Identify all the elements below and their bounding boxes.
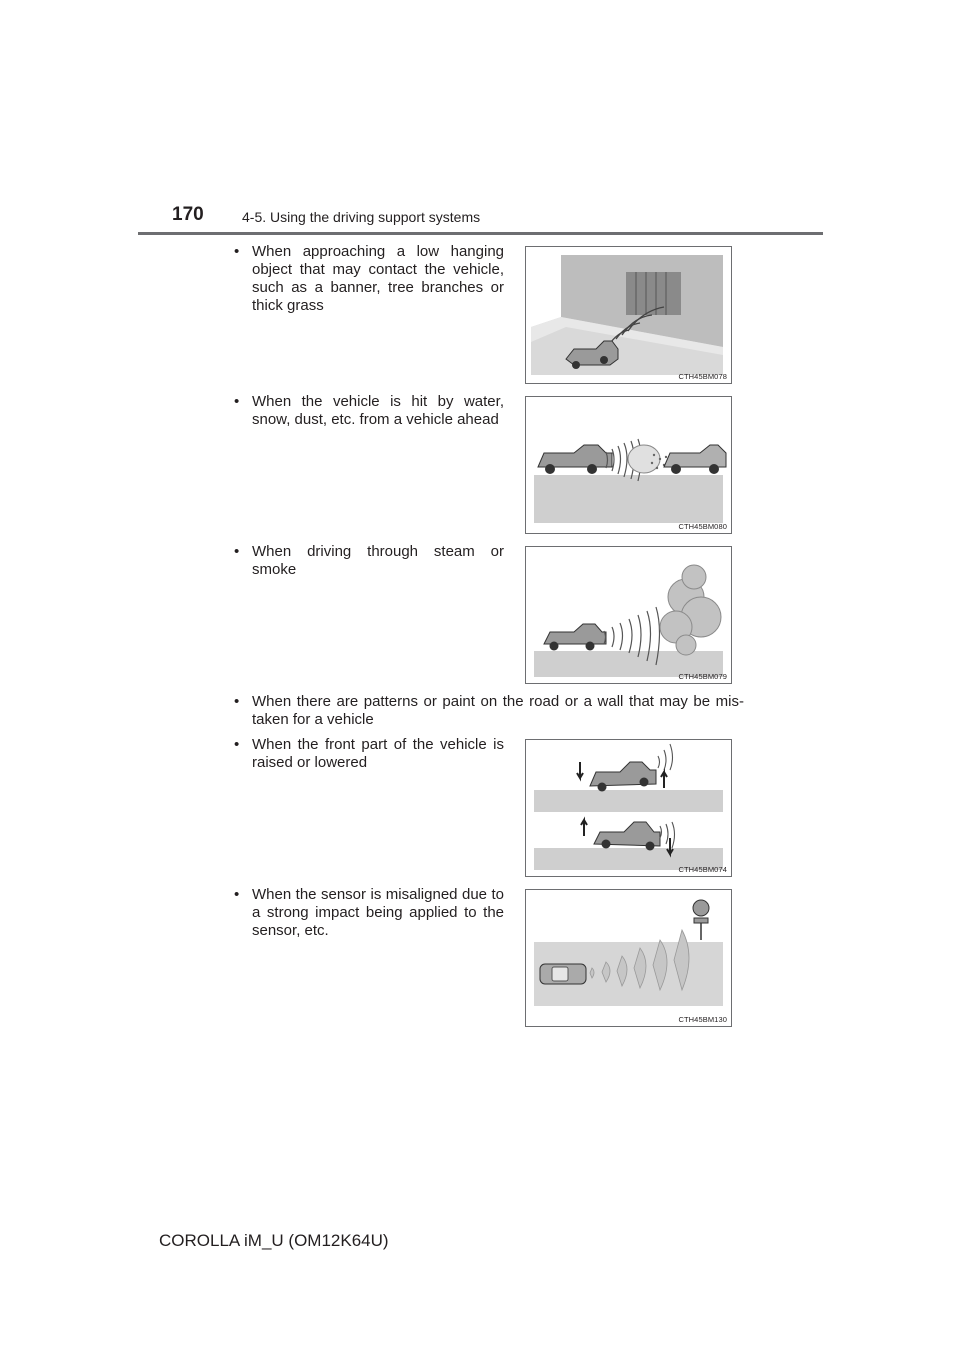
bullet-steam-smoke: • When driving through steam or smoke bbox=[232, 543, 504, 579]
bullet-front-raised: • When the front part of the vehicle is raised or lowered bbox=[232, 736, 504, 772]
figure-sensor-misaligned bbox=[525, 889, 732, 1027]
figure-code: CTH45BM079 bbox=[678, 672, 727, 681]
figure-code: CTH45BM074 bbox=[678, 865, 727, 874]
bullet-low-hanging-object: • When approaching a low hanging object that may contact the vehicle, such as a banner, tree branches or thick grass bbox=[232, 243, 504, 315]
figure-low-hanging-object bbox=[525, 246, 732, 384]
bullet-road-patterns: • When there are patterns or paint on the road or a wall that may be mis-taken for a vehicle bbox=[232, 693, 744, 729]
figure-front-raised bbox=[525, 739, 732, 877]
figure-code: CTH45BM078 bbox=[678, 372, 727, 381]
figure-steam-smoke bbox=[525, 546, 732, 684]
figure-code: CTH45BM130 bbox=[678, 1015, 727, 1024]
figure-hit-by-water bbox=[525, 396, 732, 534]
bullet-hit-by-water: • When the vehicle is hit by water, snow, dust, etc. from a vehicle ahead bbox=[232, 393, 504, 429]
figure-code: CTH45BM080 bbox=[678, 522, 727, 531]
footer-model: COROLLA iM_U (OM12K64U) bbox=[159, 1231, 389, 1250]
bullet-sensor-misaligned: • When the sensor is misaligned due to a strong impact being applied to the sensor, etc. bbox=[232, 886, 504, 940]
page-number: 170 bbox=[172, 204, 204, 225]
section-title: 4-5. Using the driving support systems bbox=[242, 209, 481, 225]
header-rule bbox=[138, 232, 823, 235]
